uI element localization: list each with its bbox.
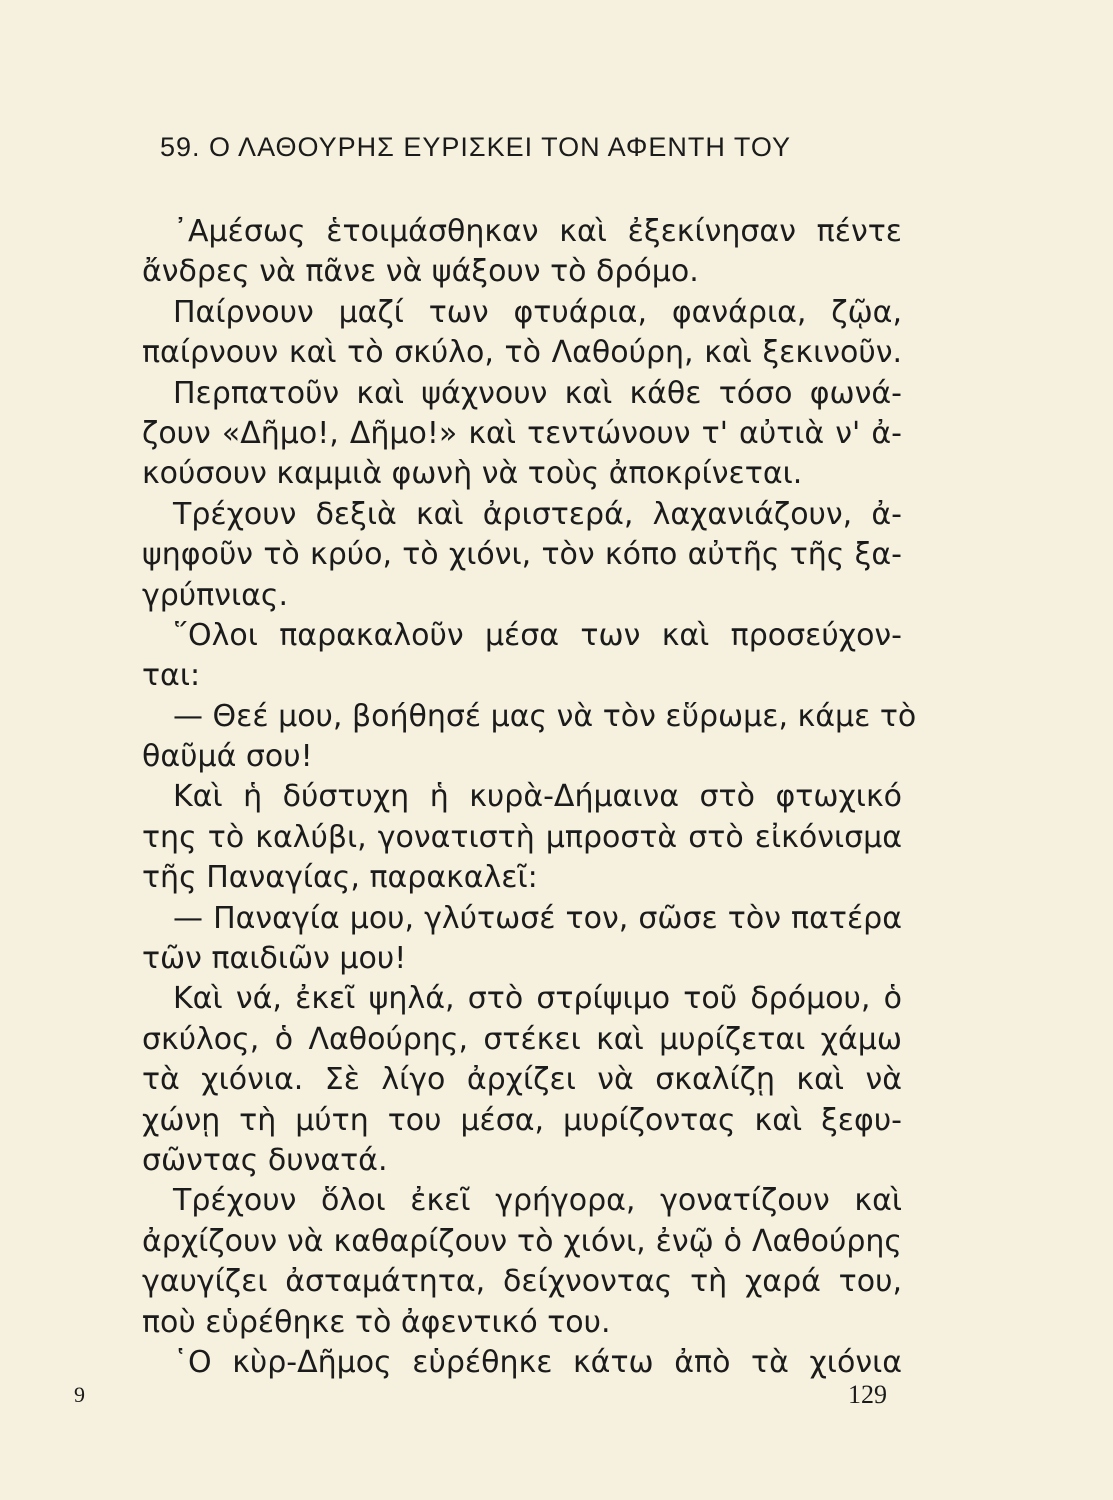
text-line: σκύλος, ὁ Λαθούρης, στέκει καὶ μυρίζεται χάμω — [142, 1021, 902, 1057]
page-number: 129 — [848, 1380, 887, 1409]
text-line: χώνῃ τὴ μύτη του μέσα, μυρίζοντας καὶ ξεφυ- — [142, 1102, 902, 1138]
text-line: — Θεέ μου, βοήθησέ μας νὰ τὸν εὕρωμε, κάμε τὸ — [173, 698, 917, 734]
body-text — [142, 212, 917, 1383]
text-line: Τρέχουν ὅλοι ἐκεῖ γρήγορα, γονατίζουν καὶ — [173, 1183, 902, 1219]
chapter-title: 59. Ο ΛΑΘΟΥΡΗΣ ΕΥΡΙΣΚΕΙ ΤΟΝ ΑΦΕΝΤΗ ΤΟΥ — [160, 132, 792, 162]
text-line: τῆς Παναγίας, παρακαλεῖ: — [142, 860, 538, 896]
text-line: ῞Ολοι παρακαλοῦν μέσα των καὶ προσεύχον- — [173, 617, 902, 653]
text-line: παίρνουν καὶ τὸ σκύλο, τὸ Λαθούρη, καὶ ξεκινοῦν. — [142, 335, 902, 371]
text-line: ζουν «Δῆμο!, Δῆμο!» καὶ τεντώνουν τ' αὐτιὰ ν' ἀ- — [142, 415, 902, 451]
text-line: κούσουν καμμιὰ φωνὴ νὰ τοὺς ἀποκρίνεται. — [142, 456, 803, 492]
text-line: Καὶ ἡ δύστυχη ἡ κυρὰ-Δήμαινα στὸ φτωχικό — [173, 779, 902, 815]
text-line: γαυγίζει ἀσταμάτητα, δείχνοντας τὴ χαρά του, — [142, 1264, 902, 1300]
text-line: της τὸ καλύβι, γονατιστὴ μπροστὰ στὸ εἰκόνισμα — [142, 819, 902, 855]
text-line: ται: — [142, 658, 201, 694]
text-line: τῶν παιδιῶν μου! — [142, 941, 407, 977]
text-line: Τρέχουν δεξιὰ καὶ ἀριστερά, λαχανιάζουν, ἀ- — [173, 496, 902, 532]
text-line: ψηφοῦν τὸ κρύο, τὸ χιόνι, τὸν κόπο αὐτῆς τῆς ξα- — [142, 537, 902, 573]
text-line: σῶντας δυνατά. — [142, 1142, 388, 1178]
text-line: τὰ χιόνια. Σὲ λίγο ἀρχίζει νὰ σκαλίζῃ καὶ νὰ — [142, 1062, 902, 1098]
text-line: ῾Ο κὺρ-Δῆμος εὑρέθηκε κάτω ἀπὸ τὰ χιόνια — [173, 1344, 902, 1380]
text-line: θαῦμά σου! — [142, 739, 313, 775]
text-line: Περπατοῦν καὶ ψάχνουν καὶ κάθε τόσο φωνά- — [173, 375, 902, 411]
text-line: γρύπνιας. — [142, 577, 289, 613]
text-line: Παίρνουν μαζί των φτυάρια, φανάρια, ζῷα, — [173, 294, 902, 330]
text-line: ἀρχίζουν νὰ καθαρίζουν τὸ χιόνι, ἐνῷ ὁ Λαθούρης — [142, 1223, 902, 1259]
text-line: Καὶ νά, ἐκεῖ ψηλά, στὸ στρίψιμο τοῦ δρόμου, ὁ — [173, 981, 902, 1017]
text-line: ποὺ εὑρέθηκε τὸ ἀφεντικό του. — [142, 1304, 611, 1340]
signature-mark: 9 — [74, 1382, 85, 1407]
text-line: — Παναγία μου, γλύτωσέ τον, σῶσε τὸν πατέρα — [173, 900, 902, 936]
text-line: ᾿Αμέσως ἑτοιμάσθηκαν καὶ ἐξεκίνησαν πέντε — [173, 214, 902, 249]
text-line: ἄνδρες νὰ πᾶνε νὰ ψάξουν τὸ δρόμο. — [142, 254, 699, 290]
